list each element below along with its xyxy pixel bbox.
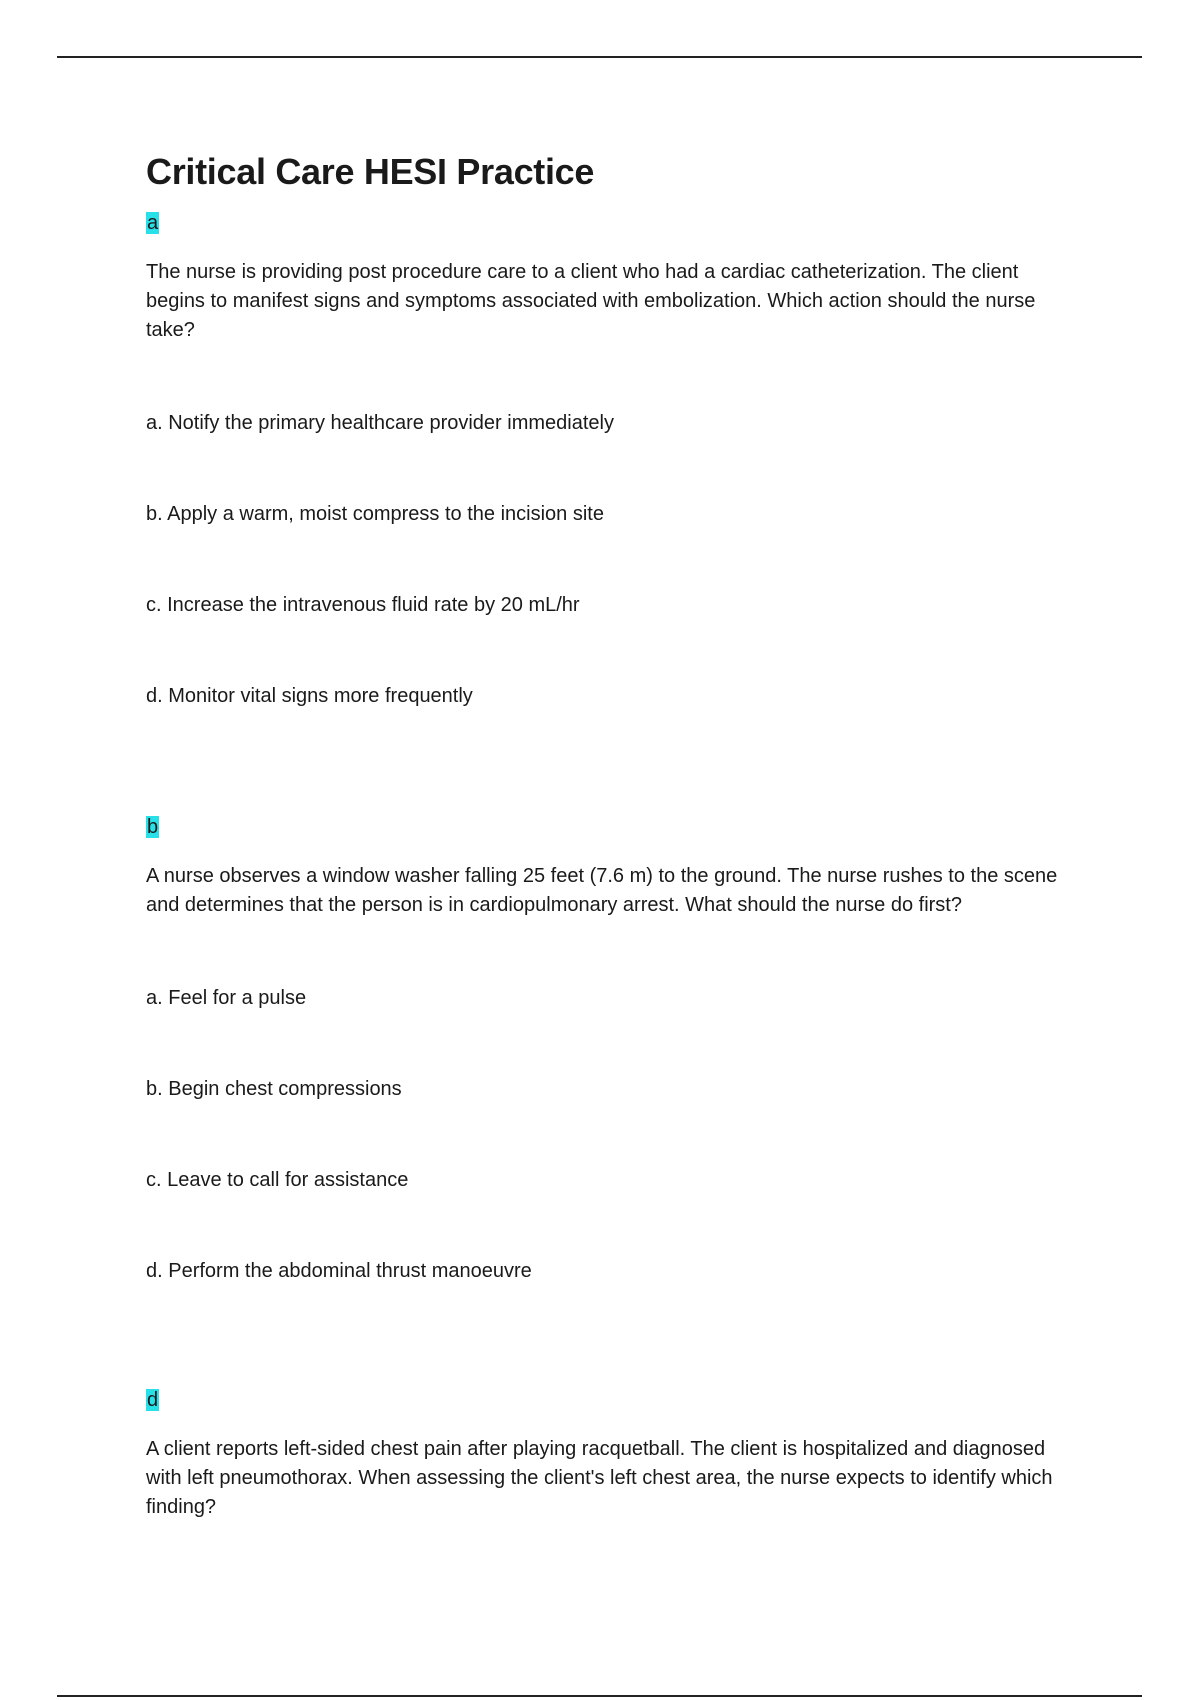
question-2-text: A nurse observes a window washer falling 25 feet (7.6 m) to the ground. The nurse rushes to the scene and determines that the person is in cardiopulmonary arrest. What should the nurse do first? [146, 865, 1058, 916]
question-2-option-b: b. Begin chest compressions [146, 1078, 402, 1100]
question-2-option-d: d. Perform the abdominal thrust manoeuvre [146, 1260, 532, 1282]
footer-rule [57, 1695, 1142, 1697]
question-1-option-d: d. Monitor vital signs more frequently [146, 685, 473, 707]
answer-key-1 [146, 212, 1076, 234]
question-1-option-c: c. Increase the intravenous fluid rate by 20 mL/hr [146, 594, 580, 616]
question-1-text: The nurse is providing post procedure care to a client who had a cardiac catheterization. The client begins to manifest signs and symptoms associated with embolization. Which action should the nurse take? [146, 261, 1036, 341]
answer-highlight: d [147, 1389, 159, 1411]
header-rule [57, 56, 1142, 58]
question-1-option-b: b. Apply a warm, moist compress to the incision site [146, 503, 604, 525]
question-3-text: A client reports left-sided chest pain after playing racquetball. The client is hospitalized and diagnosed with left pneumothorax. When assessing the client's left chest area, the nurse expects to identify which finding? [146, 1438, 1053, 1518]
answer-key-3 [146, 1389, 1076, 1411]
question-2-option-c: c. Leave to call for assistance [146, 1169, 409, 1191]
question-1-option-a: a. Notify the primary healthcare provider immediately [146, 412, 614, 434]
page-title: Critical Care HESI Practice [146, 151, 595, 192]
question-2-option-a: a. Feel for a pulse [146, 987, 307, 1009]
answer-highlight: b [147, 816, 159, 838]
answer-highlight: a [147, 212, 159, 234]
answer-key-2 [146, 816, 1076, 838]
